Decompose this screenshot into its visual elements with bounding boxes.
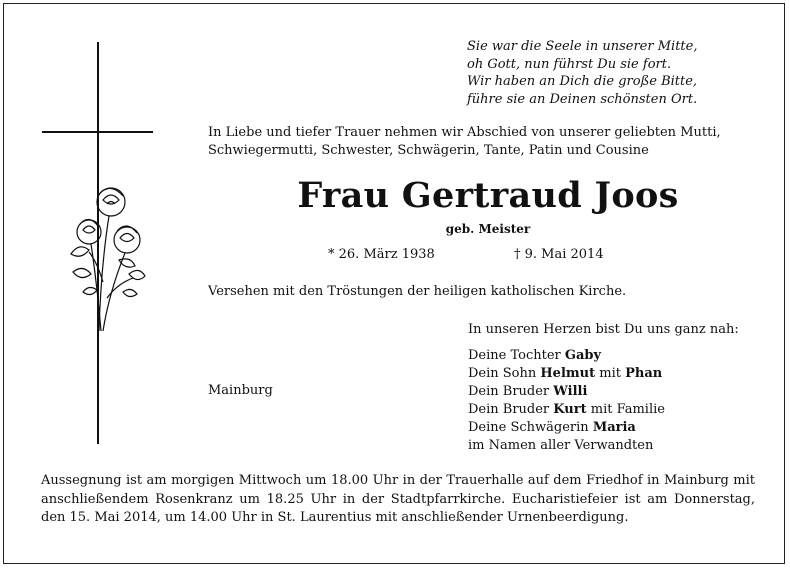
poem-line: oh Gott, nun führst Du sie fort.: [467, 56, 672, 72]
mourner-name: Gaby: [564, 348, 602, 363]
place-name: Mainburg: [208, 383, 273, 398]
mourner-line: [468, 437, 665, 455]
poem: [467, 38, 727, 108]
poem-line: Sie war die Seele in unserer Mitte,: [467, 39, 698, 54]
roses-icon: [59, 182, 149, 332]
heart-line: In unseren Herzen bist Du uns ganz nah:: [468, 322, 739, 337]
mourner-relation: im Namen aller Verwandten: [468, 438, 654, 453]
sacrament-text: Versehen mit den Tröstungen der heiligen katholischen Kirche.: [208, 284, 627, 299]
obituary-notice: [3, 3, 785, 564]
mourner-name: Willi: [553, 384, 588, 399]
mourner-name: Helmut: [540, 366, 596, 381]
mourner-relation: Dein Sohn: [468, 366, 541, 381]
mourner-name: Kurt: [553, 402, 587, 417]
death-date: † 9. Mai 2014: [514, 247, 604, 262]
funeral-details: Aussegnung ist am morgigen Mittwoch um 18.00 Uhr in der Trauerhalle auf dem Friedhof in Mainburg mit anschließendem Rosenkranz um 18.25 Uhr in der Stadtpfarrkirche. Eucharistiefeier ist am Donnerstag, den 15. Mai 2014, um 14.00 Uhr in St. Laurentius mit anschließender Urnenbeerdigung.: [41, 473, 755, 525]
mourner-line: [468, 419, 665, 437]
mourner-line: [468, 365, 665, 383]
mourner-relation: Deine Schwägerin: [468, 420, 593, 435]
mourner-relation: Dein Bruder: [468, 402, 554, 417]
mourners-list: [468, 347, 665, 455]
maiden-name: geb. Meister: [445, 222, 531, 236]
deceased-name: Frau Gertraud Joos: [297, 175, 679, 216]
intro-text: [208, 124, 768, 160]
poem-line: Wir haben an Dich die große Bitte,: [467, 74, 698, 89]
mourner-name: Phan: [625, 366, 663, 381]
intro-line: In Liebe und tiefer Trauer nehmen wir Abschied von unserer geliebten Mutti,: [208, 125, 721, 140]
mourner-connector: mit: [595, 366, 626, 381]
cross-bar-icon: [42, 131, 153, 133]
birth-date: * 26. März 1938: [328, 247, 435, 262]
mourner-name: Maria: [592, 420, 636, 435]
mourner-line: [468, 383, 665, 401]
mourner-relation: Dein Bruder: [468, 384, 554, 399]
mourner-line: [468, 347, 665, 365]
mourner-connector: mit Familie: [586, 402, 665, 417]
mourner-relation: Deine Tochter: [468, 348, 565, 363]
poem-line: führe sie an Deinen schönsten Ort.: [467, 91, 698, 107]
intro-line: Schwiegermutti, Schwester, Schwägerin, Tante, Patin und Cousine: [208, 143, 649, 158]
mourner-line: [468, 401, 665, 419]
